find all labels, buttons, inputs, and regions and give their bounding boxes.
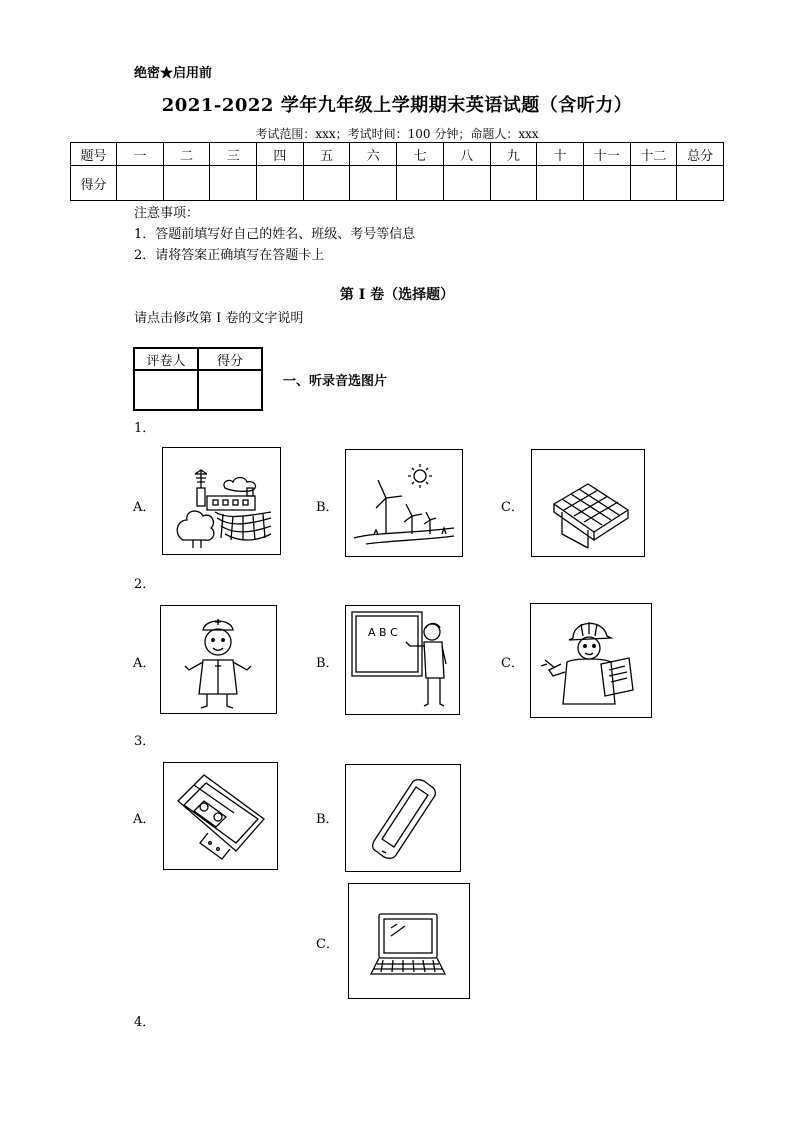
- blackboard-text: A B C: [368, 626, 398, 639]
- exam-info: 考试范围：xxx；考试时间：100 分钟；命题人：xxx: [255, 127, 539, 141]
- notes-heading: 注意事项：: [134, 206, 200, 221]
- score-cell[interactable]: [537, 166, 584, 201]
- grader-score-header: 得分: [198, 348, 262, 370]
- option-label: C．: [501, 500, 524, 515]
- notes-item: 2．请将答案正确填写在答题卡上: [134, 248, 325, 263]
- score-header-cell: 十: [537, 143, 584, 166]
- grader-score-cell[interactable]: [198, 370, 262, 410]
- question-number: 2．: [134, 577, 156, 592]
- notes-item: 1．答题前填写好自己的姓名、班级、考号等信息: [134, 227, 416, 242]
- score-header-cell: 十二: [630, 143, 677, 166]
- score-cell[interactable]: [443, 166, 490, 201]
- score-cell[interactable]: [490, 166, 537, 201]
- score-header-cell: 七: [397, 143, 444, 166]
- score-cell[interactable]: [583, 166, 630, 201]
- solar-panel-icon[interactable]: [531, 449, 645, 557]
- score-header-cell: 题号: [71, 143, 117, 166]
- question-number: 4．: [134, 1015, 156, 1030]
- score-cell[interactable]: [397, 166, 444, 201]
- score-cell[interactable]: [210, 166, 257, 201]
- question-number: 3．: [134, 734, 156, 749]
- cassette-tape-icon[interactable]: [163, 762, 278, 870]
- score-cell[interactable]: [117, 166, 164, 201]
- score-cell[interactable]: [257, 166, 304, 201]
- score-header-cell: 十一: [583, 143, 630, 166]
- score-header-cell: 三: [210, 143, 257, 166]
- question-number: 1．: [134, 421, 156, 436]
- option-label: B．: [316, 500, 339, 515]
- part-title: 一、听录音选图片: [283, 374, 388, 389]
- option-label: A．: [133, 500, 156, 515]
- smartphone-icon[interactable]: [345, 764, 461, 872]
- score-cell[interactable]: [163, 166, 210, 201]
- teacher-icon[interactable]: [345, 605, 460, 715]
- option-label: C．: [316, 937, 339, 952]
- grader-cell[interactable]: [134, 370, 198, 410]
- score-table: [70, 142, 724, 201]
- score-cell[interactable]: [630, 166, 677, 201]
- score-header-cell: 总分: [677, 143, 724, 166]
- engineer-icon[interactable]: [530, 603, 652, 718]
- page-title: 2021-2022 学年九年级上学期期末英语试题（含听力）: [161, 95, 633, 116]
- wind-turbine-icon[interactable]: [345, 449, 463, 557]
- grader-header: 评卷人: [134, 348, 198, 370]
- section-description[interactable]: 请点击修改第 I 卷的文字说明: [134, 311, 304, 326]
- laptop-icon[interactable]: [348, 883, 470, 999]
- grader-table: [133, 347, 263, 411]
- score-row-label: 得分: [71, 166, 117, 201]
- option-label: B．: [316, 812, 339, 827]
- option-label: A．: [133, 656, 156, 671]
- factory-pollution-icon[interactable]: [162, 447, 281, 555]
- option-label: C．: [501, 656, 524, 671]
- score-cell[interactable]: [350, 166, 397, 201]
- option-label: B．: [316, 656, 339, 671]
- option-label: A．: [133, 812, 156, 827]
- score-header-cell: 四: [257, 143, 304, 166]
- score-header-cell: 九: [490, 143, 537, 166]
- notes: [134, 203, 415, 266]
- secret-label: 绝密★启用前: [134, 66, 213, 81]
- score-cell[interactable]: [677, 166, 724, 201]
- score-table-header-row: [71, 143, 724, 166]
- score-header-cell: 一: [117, 143, 164, 166]
- section-title: 第 I 卷（选择题）: [339, 287, 455, 303]
- score-header-cell: 八: [443, 143, 490, 166]
- score-header-cell: 六: [350, 143, 397, 166]
- score-cell[interactable]: [303, 166, 350, 201]
- score-header-cell: 二: [163, 143, 210, 166]
- score-header-cell: 五: [303, 143, 350, 166]
- nurse-icon[interactable]: [160, 605, 277, 714]
- score-table-score-row: [71, 166, 724, 201]
